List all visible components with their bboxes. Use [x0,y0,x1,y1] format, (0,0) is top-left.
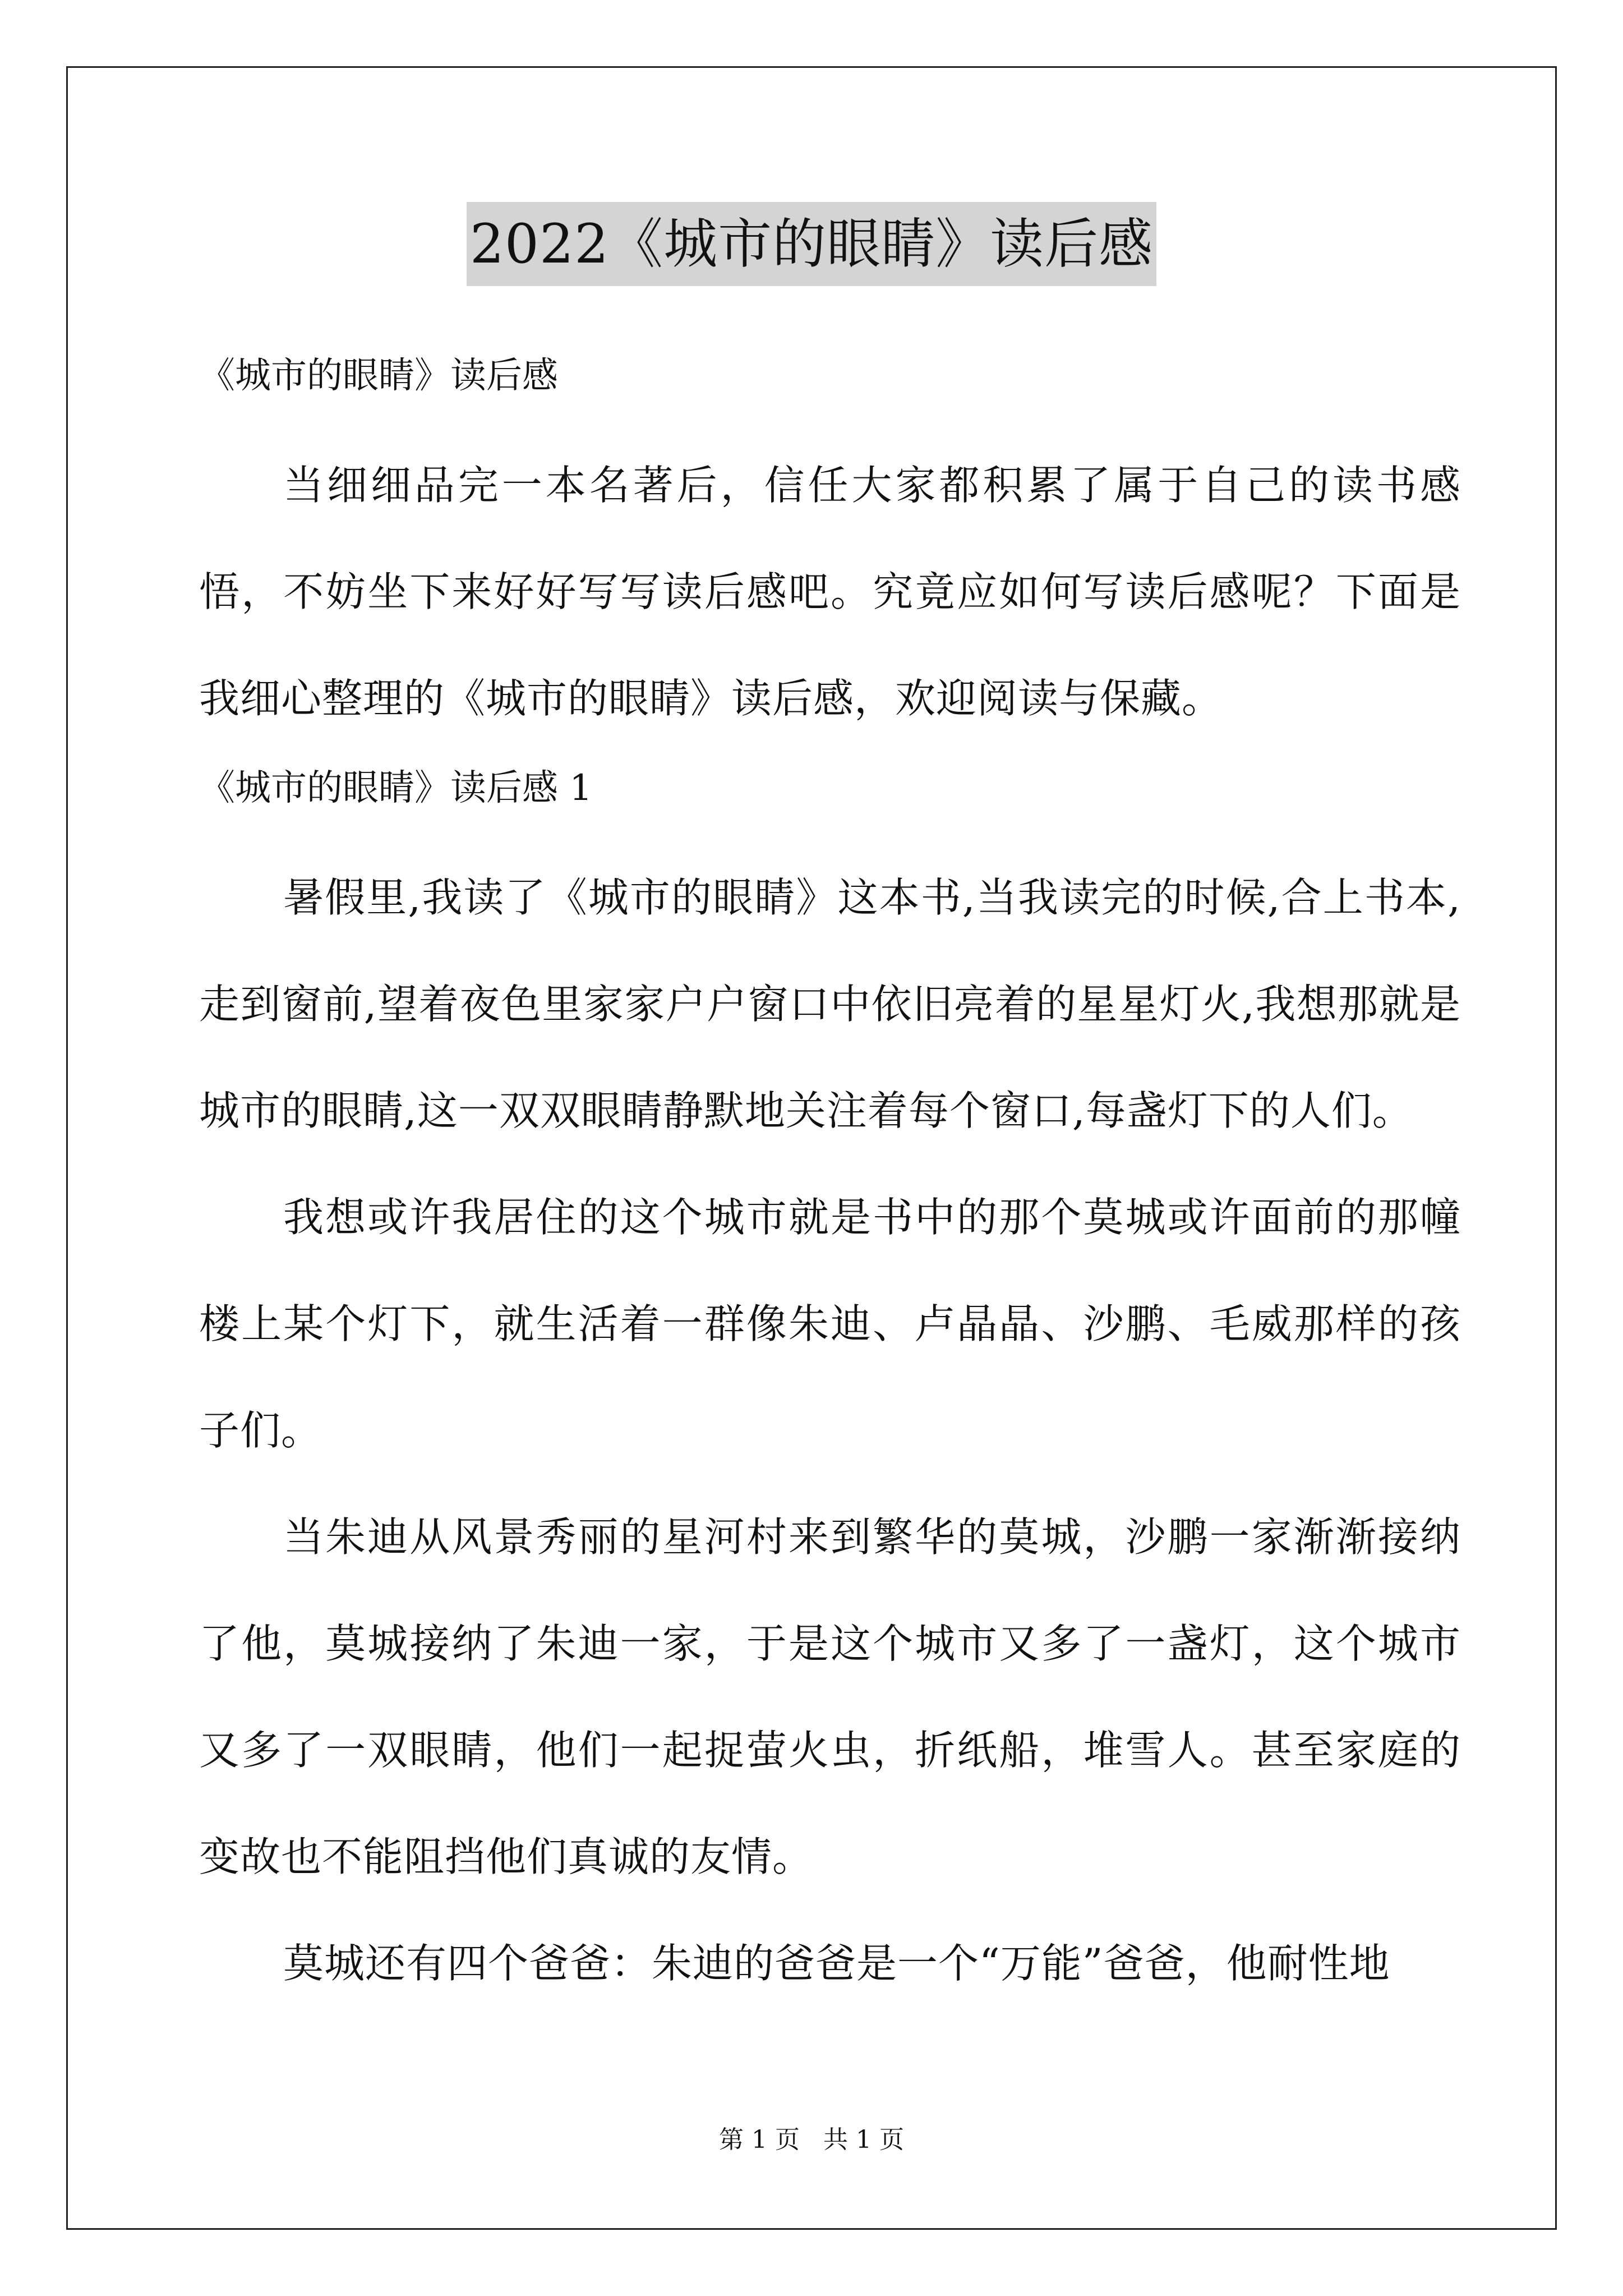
body-paragraph: 莫城还有四个爸爸：朱迪的爸爸是一个“万能”爸爸，他耐性地 [283,1940,1390,1987]
document-title: 2022《城市的眼睛》读后感 [467,202,1156,286]
document-body [199,337,1461,2017]
body-paragraph: 当朱迪从风景秀丽的星河村来到繁华的莫城，沙鹏一家渐渐接纳了他，莫城接纳了朱迪一家，于是这个城市又多了一盏灯，这个城市又多了一双眼睛，他们一起捉萤火虫，折纸船，堆雪人。甚至家庭的变故也不能阻挡他们真诚的友情。 [199,1513,1461,1880]
title-container [0,202,1623,286]
body-paragraph: 我想或许我居住的这个城市就是书中的那个莫城或许面前的那幢楼上某个灯下，就生活着一群像朱迪、卢晶晶、沙鹏、毛威那样的孩子们。 [199,1194,1461,1454]
intro-heading: 《城市的眼睛》读后感 [199,355,558,397]
page-footer: 第 1 页 共 1 页 [719,2125,904,2154]
body-paragraph: 暑假里,我读了《城市的眼睛》这本书,当我读完的时候,合上书本,走到窗前,望着夜色里家家户户窗口中依旧亮着的星星灯火,我想那就是城市的眼睛,这一双双眼睛静默地关注着每个窗口,每盏灯下的人们。 [199,874,1461,1134]
section-heading: 《城市的眼睛》读后感 1 [199,767,593,809]
intro-paragraph: 当细细品完一本名著后，信任大家都积累了属于自己的读书感悟，不妨坐下来好好写写读后感吧。究竟应如何写读后感呢？下面是我细心整理的《城市的眼睛》读后感，欢迎阅读与保藏。 [199,462,1461,722]
